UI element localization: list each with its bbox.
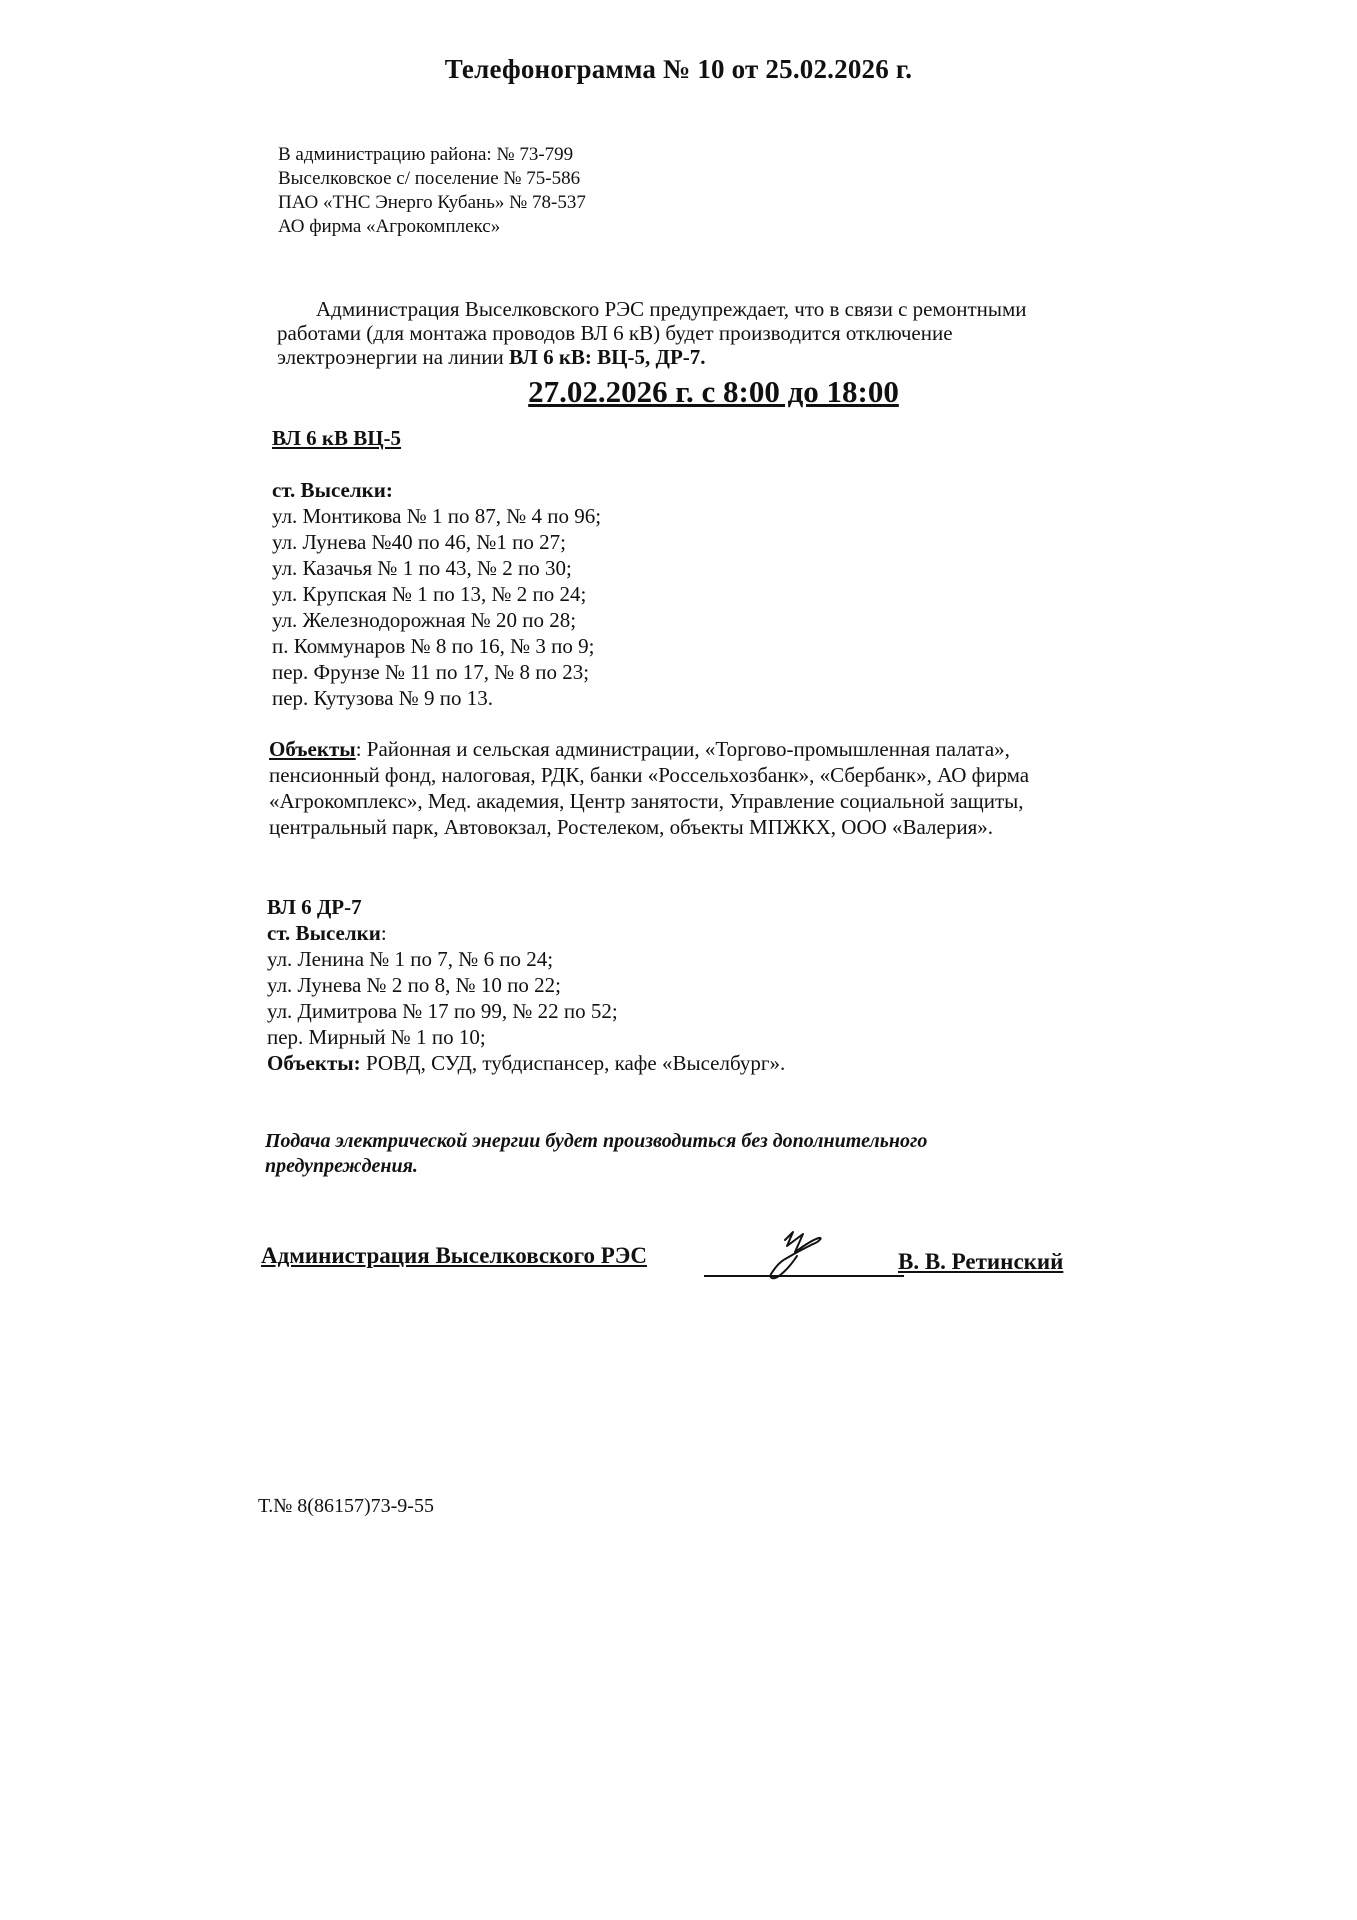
- note-line: Подача электрической энергии будет производиться без дополнительного: [265, 1130, 928, 1152]
- objects-vc5: [269, 736, 1029, 840]
- signature-organization: Администрация Выселковского РЭС: [261, 1243, 647, 1268]
- settlement-line: [267, 920, 785, 946]
- street-item: ул. Лунева №40 по 46, №1 по 27;: [272, 530, 566, 554]
- restoration-note: [265, 1129, 927, 1179]
- intro-line: Администрация Выселковского РЭС предупреждает, что в связи с ремонтными: [316, 297, 1027, 321]
- contact-phone: Т.№ 8(86157)73-9-55: [258, 1495, 434, 1517]
- objects-text: : Районная и сельская администрации, «Торгово-промышленная палата»,: [355, 737, 1010, 761]
- section-heading: ВЛ 6 кВ ВЦ-5: [272, 426, 402, 450]
- objects-line: [267, 1050, 785, 1076]
- section-heading: ВЛ 6 ДР-7: [267, 895, 362, 919]
- intro-line: [277, 345, 1027, 369]
- signatory-name: В. В. Ретинский: [898, 1249, 1064, 1274]
- handwritten-signature: [757, 1218, 867, 1288]
- street-item: пер. Кутузова № 9 по 13.: [272, 686, 494, 710]
- settlement-label: ст. Выселки:: [272, 478, 393, 502]
- street-item: ул. Монтикова № 1 по 87, № 4 по 96;: [272, 504, 602, 528]
- note-line: предупреждения.: [265, 1155, 418, 1177]
- section-dr7: [267, 894, 785, 1076]
- street-item: ул. Крупская № 1 по 13, № 2 по 24;: [272, 582, 587, 606]
- addressee-line: ПАО «ТНС Энерго Кубань» № 78-537: [278, 192, 586, 213]
- addressee-line: Выселковское с/ поселение № 75-586: [278, 168, 581, 189]
- intro-paragraph: [277, 297, 1027, 369]
- street-item: пер. Фрунзе № 11 по 17, № 8 по 23;: [272, 660, 590, 684]
- intro-line-lines: ВЛ 6 кВ: ВЦ-5, ДР-7.: [508, 345, 706, 369]
- settlement-label: ст. Выселки: [267, 921, 381, 945]
- section-vc5: [272, 425, 601, 711]
- settlement-colon: :: [380, 921, 387, 945]
- outage-date: 27.02.2026 г. с 8:00 до 18:00: [528, 374, 899, 409]
- objects-line: центральный парк, Автовокзал, Ростелеком, объекты МПЖКХ, ООО «Валерия».: [269, 815, 993, 839]
- street-item: ул. Железнодорожная № 20 по 28;: [272, 608, 577, 632]
- street-item: п. Коммунаров № 8 по 16, № 3 по 9;: [272, 634, 595, 658]
- street-item: пер. Мирный № 1 по 10;: [267, 1025, 486, 1049]
- addressee-line: АО фирма «Агрокомплекс»: [278, 216, 501, 237]
- street-item: ул. Лунева № 2 по 8, № 10 по 22;: [267, 973, 561, 997]
- street-item: ул. Казачья № 1 по 43, № 2 по 30;: [272, 556, 572, 580]
- objects-line: «Агрокомплекс», Мед. академия, Центр занятости, Управление социальной защиты,: [269, 789, 1024, 813]
- objects-label: Объекты: [269, 737, 356, 761]
- addressee-line: В администрацию района: № 73-799: [278, 144, 574, 165]
- addressee-block: [278, 143, 586, 239]
- objects-line: [269, 736, 1029, 762]
- intro-line-text: электроэнергии на линии: [277, 345, 509, 369]
- objects-label: Объекты:: [267, 1051, 361, 1075]
- street-item: ул. Димитрова № 17 по 99, № 22 по 52;: [267, 999, 618, 1023]
- document-title: Телефонограмма № 10 от 25.02.2026 г.: [444, 54, 913, 84]
- objects-line: пенсионный фонд, налоговая, РДК, банки «Россельхозбанк», «Сбербанк», АО фирма: [269, 763, 1030, 787]
- intro-line: работами (для монтажа проводов ВЛ 6 кВ) будет производится отключение: [277, 321, 953, 345]
- street-item: ул. Ленина № 1 по 7, № 6 по 24;: [267, 947, 554, 971]
- objects-text: РОВД, СУД, тубдиспансер, кафе «Выселбург».: [360, 1051, 786, 1075]
